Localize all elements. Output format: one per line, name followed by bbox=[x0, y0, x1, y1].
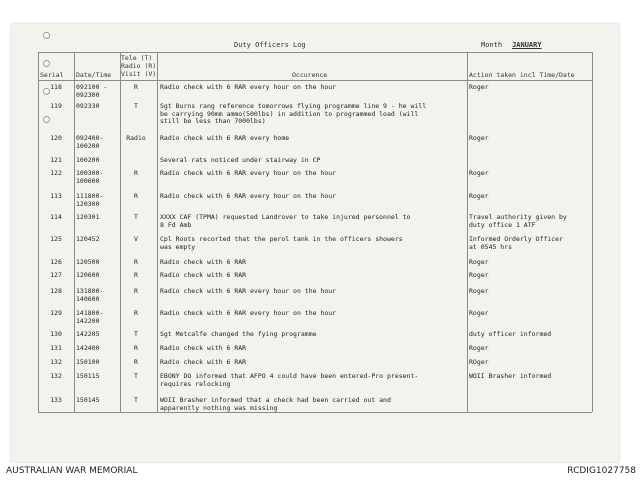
grid-line bbox=[38, 412, 592, 413]
entry-occurence: EBONY DO informed that AFPO 4 could have been entered-Pro present- requires relocking bbox=[160, 372, 419, 388]
entry-type: T bbox=[134, 330, 138, 338]
grid-line bbox=[592, 52, 593, 412]
entry-type: R bbox=[134, 258, 138, 266]
entry-action: Roger bbox=[469, 192, 489, 200]
entry-date-time: 100300- 100600 bbox=[76, 169, 104, 185]
entry-action: Roger bbox=[469, 134, 489, 142]
entry-date-time: 150100 bbox=[76, 358, 100, 366]
entry-type: Radio bbox=[126, 134, 146, 142]
entry-serial: 130 bbox=[50, 330, 62, 338]
col-visit: Visit (V) bbox=[121, 70, 157, 78]
entry-date-time: 150115 bbox=[76, 372, 100, 380]
month-label: Month bbox=[481, 41, 503, 49]
entry-serial: 119 bbox=[50, 102, 62, 110]
entry-occurence: WOII Brasher informed that a check had been carried out and apparently nothing was missing bbox=[160, 396, 391, 412]
entry-occurence: Radio check with 6 RAR bbox=[160, 358, 247, 366]
entry-date-time: 120452 bbox=[76, 235, 100, 243]
entry-type: R bbox=[134, 344, 138, 352]
entry-action: Roger bbox=[469, 271, 489, 279]
entry-date-time: 150145 bbox=[76, 396, 100, 404]
entry-occurence: Cpl Roots recorted that the perol tank in the officers showers was empty bbox=[160, 235, 403, 251]
entry-type: R bbox=[134, 83, 138, 91]
entry-serial: 114 bbox=[50, 213, 62, 221]
entry-occurence: Radio check with 6 RAR every hour on the hour bbox=[160, 309, 337, 317]
grid-line bbox=[38, 80, 592, 81]
entry-type: T bbox=[134, 372, 138, 380]
grid-line bbox=[38, 52, 592, 53]
entry-serial: 113 bbox=[50, 192, 62, 200]
entry-serial: 120 bbox=[50, 134, 62, 142]
grid-line bbox=[157, 52, 158, 412]
entry-type: R bbox=[134, 169, 138, 177]
entry-date-time: 092330 bbox=[76, 102, 100, 110]
entry-occurence: Radio check with 6 RAR every hour on the hour bbox=[160, 287, 337, 295]
entry-type: T bbox=[134, 102, 138, 110]
entry-serial: 121 bbox=[50, 156, 62, 164]
entry-occurence: Radio check with 6 RAR every hour on the hour bbox=[160, 169, 337, 177]
entry-date-time: 141800- 142200 bbox=[76, 309, 104, 325]
entry-occurence: Radio check with 6 RAR bbox=[160, 258, 247, 266]
entry-action: Roger bbox=[469, 287, 489, 295]
col-radio: Radio (R) bbox=[121, 62, 157, 70]
entry-type: R bbox=[134, 192, 138, 200]
entry-serial: 131 bbox=[50, 344, 62, 352]
col-serial: Serial bbox=[40, 71, 64, 79]
entry-date-time: 100200 bbox=[76, 156, 100, 164]
entry-type: R bbox=[134, 287, 138, 295]
entry-action: Informed Orderly Officer at 0545 hrs bbox=[469, 235, 563, 251]
entry-date-time: 120500 bbox=[76, 258, 100, 266]
entry-date-time: 142205 bbox=[76, 330, 100, 338]
grid-line bbox=[38, 52, 39, 412]
entry-action: Roger bbox=[469, 258, 489, 266]
entry-action: Travel authority given by duty office 1 ATF bbox=[469, 213, 567, 229]
entry-date-time: 120301 bbox=[76, 213, 100, 221]
entry-action: ROger bbox=[469, 358, 489, 366]
col-tele: Tele (T) bbox=[121, 54, 153, 62]
entry-serial: 132 bbox=[50, 358, 62, 366]
entry-occurence: Radio check with 6 RAR bbox=[160, 271, 247, 279]
entry-occurence: Sgt Burns rang reference tomorrows flying programme line 9 - he will be carrying 90mm ammo(500lbs) in addition to programmed load (will still be less than 7000lbs) bbox=[160, 102, 427, 125]
entry-serial: 129 bbox=[50, 309, 62, 317]
entry-occurence: Radio check with 6 RAR bbox=[160, 344, 247, 352]
entry-serial: 127 bbox=[50, 271, 62, 279]
entry-type: T bbox=[134, 396, 138, 404]
entry-occurence: XXXX CAF (TPMA) requested Landrover to take injured personnel to 8 Fd Amb bbox=[160, 213, 411, 229]
entry-occurence: Sgt Metcalfe changed the fying programme bbox=[160, 330, 317, 338]
entry-serial: 133 bbox=[50, 396, 62, 404]
entry-type: R bbox=[134, 309, 138, 317]
col-occurence: Occurence bbox=[292, 71, 328, 79]
entry-serial: 118 bbox=[50, 83, 62, 91]
entry-action: Roger bbox=[469, 83, 489, 91]
entry-type: R bbox=[134, 271, 138, 279]
col-date-time: Date/Time bbox=[76, 71, 112, 79]
entry-occurence: Radio check with 6 RAR every hour on the hour bbox=[160, 83, 337, 91]
entry-date-time: 111800- 120300 bbox=[76, 192, 104, 208]
entry-serial: 125 bbox=[50, 235, 62, 243]
col-action: Action taken incl Time/Date bbox=[469, 71, 575, 79]
footer-source: AUSTRALIAN WAR MEMORIAL bbox=[6, 466, 138, 476]
entry-type: V bbox=[134, 235, 138, 243]
entry-type: R bbox=[134, 358, 138, 366]
entry-serial: 128 bbox=[50, 287, 62, 295]
log-title: Duty Officers Log bbox=[234, 41, 306, 49]
entry-serial: 126 bbox=[50, 258, 62, 266]
entry-date-time: 131800- 140600 bbox=[76, 287, 104, 303]
entry-serial: 122 bbox=[50, 169, 62, 177]
entry-date-time: 120600 bbox=[76, 271, 100, 279]
entry-date-time: 092100 - 092300 bbox=[76, 83, 108, 99]
entry-action: Roger bbox=[469, 169, 489, 177]
entry-occurence: Radio check with 6 RAR every hour on the hour bbox=[160, 192, 337, 200]
month-field bbox=[481, 41, 542, 49]
entry-action: duty officer informed bbox=[469, 330, 552, 338]
month-value: JANUARY bbox=[512, 41, 542, 49]
footer-id: RCDIG1027758 bbox=[567, 466, 636, 476]
entry-date-time: 092400- 100200 bbox=[76, 134, 104, 150]
entry-occurence: Radio check with 6 RAR every home bbox=[160, 134, 290, 142]
entry-type: T bbox=[134, 213, 138, 221]
entry-date-time: 142400 bbox=[76, 344, 100, 352]
entry-action: Roger bbox=[469, 344, 489, 352]
entry-serial: 132 bbox=[50, 372, 62, 380]
entry-action: WOII Brasher informed bbox=[469, 372, 552, 380]
entry-occurence: Several rats noticed under stairway in CP bbox=[160, 156, 321, 164]
entry-action: Roger bbox=[469, 309, 489, 317]
grid-line bbox=[74, 52, 75, 412]
